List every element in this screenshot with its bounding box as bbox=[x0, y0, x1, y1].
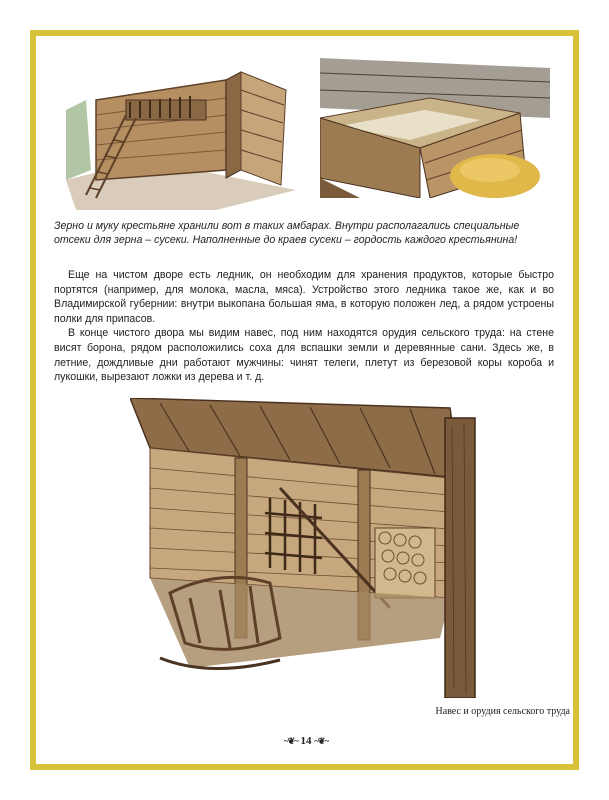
granary-illustration bbox=[66, 60, 296, 210]
body-text bbox=[54, 268, 554, 385]
figure-caption: Навес и орудия сельского труда bbox=[435, 706, 570, 717]
page-number-block bbox=[256, 735, 356, 747]
paragraph-1: Еще на чистом дворе есть ледник, он необходим для хранения продуктов, которые быстро портятся (например, для молока, масла, мяса). Устройство этого ледника такое же, как и во Владимирской губернии: внутри выкопана большая яма, в которую положен лед, а рядом устроены полки для припасов. bbox=[54, 269, 554, 325]
ornament-right-icon: ~❦~ bbox=[314, 736, 329, 746]
top-caption: Зерно и муку крестьяне хранили вот в таких амбарах. Внутри располагались специальные отсеки для зерна – сусеки. Наполненные до краев сусеки – гордость каждого крестьянина! bbox=[54, 220, 520, 246]
grain-bins-illustration bbox=[320, 58, 550, 198]
page-number: 14 bbox=[300, 735, 312, 747]
shed-illustration bbox=[130, 398, 480, 698]
paragraph-2: В конце чистого двора мы видим навес, под ним находятся орудия сельского труда: на стене висят борона, рядом расположились соха для вспашки земли и деревянные сани. Здесь же, в летние, дождливые дни работают мужчины: чинят телеги, плетут из березовой коры короба и лукошки, вырезают ложки из дерева и т. д. bbox=[54, 327, 554, 384]
ornament-left-icon: ~❦~ bbox=[283, 736, 298, 746]
